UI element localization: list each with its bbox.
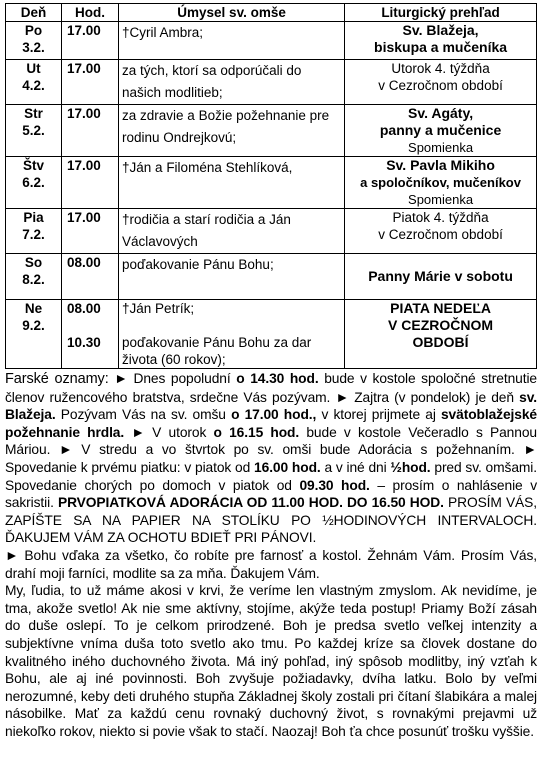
row-hour: 17.00 bbox=[67, 158, 101, 173]
row-intention: †Ján Petrík; bbox=[122, 301, 195, 316]
row-liturgy-line: v Cezročnom období bbox=[378, 78, 503, 93]
row-day-cell bbox=[6, 157, 62, 209]
announcement-text: ► Bohu vďaka za všetko, čo robíte pre farnosť a kostol. Žehnám Vám. Prosím Vás, drahí moji farníci, modlite sa za mňa. Ďakujem Vám. bbox=[5, 547, 537, 581]
schedule-row bbox=[6, 209, 537, 254]
schedule-row bbox=[6, 105, 537, 157]
row-liturgy-line: biskupa a mučeníka bbox=[374, 39, 508, 55]
row-hour: 08.00 bbox=[67, 301, 101, 316]
row-hour-cell bbox=[62, 157, 119, 209]
row-hour: 17.00 bbox=[67, 106, 101, 121]
row-hour: 17.00 bbox=[67, 210, 101, 225]
row-day-name: Pia bbox=[23, 210, 44, 225]
row-day-name: So bbox=[24, 255, 43, 270]
announcement-text: Pozývam Vás na sv. omšu bbox=[55, 407, 232, 423]
row-day-cell bbox=[6, 22, 62, 60]
announcement-highlight: o 17.00 hod., bbox=[231, 407, 317, 423]
row-hour-cell bbox=[62, 209, 119, 254]
announcement-text: PROSÍM VÁS, ZAPÍŠTE SA NA PAPIER NA STOLÍKU PO ½HODINOVÝCH INTERVALOCH. ĎAKUJEM VÁM ZA OCHOTU BDIEŤ PRI PÁNOVI. bbox=[5, 495, 537, 546]
row-liturgy-line: OBDOBÍ bbox=[412, 334, 469, 350]
announcement-paragraph bbox=[5, 547, 537, 582]
announcement-highlight: 09.30 hod. bbox=[299, 477, 370, 493]
row-day-date: 8.2. bbox=[22, 272, 45, 287]
row-day-name: Ne bbox=[24, 301, 43, 316]
schedule-row bbox=[6, 254, 537, 300]
mass-schedule-table bbox=[5, 3, 537, 369]
announcement-highlight: ½hod. bbox=[390, 459, 431, 475]
row-day-cell bbox=[6, 254, 62, 300]
row-day-name: Ut bbox=[26, 61, 41, 76]
row-liturgy-line: Spomienka bbox=[408, 140, 474, 155]
header-hour: Hod. bbox=[62, 4, 119, 22]
table-header-row bbox=[6, 4, 537, 22]
schedule-body bbox=[6, 22, 537, 369]
row-hour-cell bbox=[62, 300, 119, 369]
row-intention-cell bbox=[119, 60, 345, 105]
row-day-cell bbox=[6, 105, 62, 157]
row-intention: poďakovanie Pánu Bohu za dar života (60 rokov); bbox=[122, 335, 312, 367]
announcement-text: – prosím o nahlásenie v sakristii. bbox=[5, 477, 537, 511]
header-intention: Úmysel sv. omše bbox=[119, 4, 345, 22]
announcement-highlight: o 16.15 hod. bbox=[213, 424, 300, 440]
row-liturgy-cell bbox=[345, 157, 537, 209]
row-intention-cell bbox=[119, 22, 345, 60]
row-liturgy-cell bbox=[345, 209, 537, 254]
row-day-name: Str bbox=[24, 106, 43, 121]
announcement-text: pred sv. omšami. Spovedanie chorých po domoch v piatok od bbox=[5, 459, 537, 493]
row-liturgy-line: V CEZROČNOM bbox=[388, 317, 494, 333]
row-intention: za zdravie a Božie požehnanie pre rodinu Ondrejkovú; bbox=[122, 108, 330, 145]
row-liturgy-line: Panny Márie v sobotu bbox=[368, 268, 513, 284]
row-liturgy-line: Utorok 4. týždňa bbox=[391, 61, 490, 76]
row-hour: 08.00 bbox=[67, 255, 101, 270]
announcements-label: Farské oznamy: bbox=[5, 371, 109, 387]
row-intention-cell bbox=[119, 300, 345, 369]
row-intention: †Ján a Filoména Stehlíková, bbox=[122, 160, 293, 175]
announcement-text: bude v kostole Večeradlo s Pannou Máriou. ► V stredu a vo štvrtok po sv. omši bude Adorácia s požehnaním. ► Spovedanie k prvému piatku: v piatok od bbox=[5, 424, 537, 475]
schedule-row bbox=[6, 60, 537, 105]
announcement-text: v ktorej prijmete aj bbox=[316, 407, 441, 423]
row-liturgy-line: Sv. Pavla Mikiho bbox=[386, 157, 495, 173]
header-day: Deň bbox=[6, 4, 62, 22]
row-hour: 10.30 bbox=[67, 335, 101, 350]
announcement-text: ► Dnes popoludní bbox=[108, 371, 237, 386]
row-liturgy-line: PIATA NEDEĽA bbox=[390, 300, 491, 316]
row-day-date: 9.2. bbox=[22, 318, 45, 333]
row-intention-cell bbox=[119, 105, 345, 157]
row-intention: za tých, ktorí sa odporúčali do našich modlitieb; bbox=[122, 63, 302, 100]
row-day-date: 7.2. bbox=[22, 227, 45, 242]
row-liturgy-line: Sv. Agáty, bbox=[408, 105, 474, 121]
row-hour-cell bbox=[62, 60, 119, 105]
row-day-cell bbox=[6, 60, 62, 105]
row-liturgy-cell bbox=[345, 300, 537, 369]
announcement-text: a v iné dni bbox=[320, 459, 391, 475]
announcements bbox=[5, 370, 537, 740]
announcement-highlight: sv. Blažeja. bbox=[5, 389, 537, 423]
schedule-row bbox=[6, 300, 537, 369]
announcement-text: ► V utorok bbox=[124, 424, 214, 440]
row-day-date: 3.2. bbox=[22, 40, 45, 55]
row-intention-cell bbox=[119, 209, 345, 254]
row-liturgy-cell bbox=[345, 22, 537, 60]
row-day-date: 4.2. bbox=[22, 78, 45, 93]
row-liturgy-line: Piatok 4. týždňa bbox=[392, 210, 489, 225]
row-intention: †Cyril Ambra; bbox=[122, 25, 204, 40]
schedule-row bbox=[6, 157, 537, 209]
row-liturgy-cell bbox=[345, 60, 537, 105]
row-day-name: Štv bbox=[22, 158, 44, 173]
row-intention-cell bbox=[119, 157, 345, 209]
announcement-highlight: svätoblažejské požehnanie hrdla. bbox=[5, 407, 537, 440]
row-intention: †rodičia a starí rodičia a Ján Václavových bbox=[122, 212, 291, 249]
announcement-highlight: 16.00 hod. bbox=[254, 459, 321, 475]
row-day-date: 6.2. bbox=[22, 175, 45, 190]
row-liturgy-cell bbox=[345, 105, 537, 157]
announcement-text: bude v kostole spoločné stretnutie členov ružencového bratstva, srdečne Vás pozývam. ► Zajtra (v pondelok) je deň bbox=[5, 371, 537, 405]
row-hour-cell bbox=[62, 254, 119, 300]
row-day-cell bbox=[6, 209, 62, 254]
announcement-text: My, ľudia, to už máme akosi v krvi, že veríme len vlastným zmyslom. Ak nevidíme, je tma, akože svetlo! Ak nie sme aktívny, stojíme, akýže teda postup! Priamy Boží zásah do duše oslepí. To je celkom prirodzené. Boh je predsa svetlo veľkej intenzity a subjektívne vníma duša toto svetlo ako tmu. Po každej kríze sa človek dostane do kvalitného iného duchovného života. Má iný pohľad, iný spôsob modlitby, iný vzťah k Bohu, ale aj iné povinnosti. Boh zvyšuje požiadavky, dvíha latku. Bolo by veľmi nerozumné, keby deti druhého stupňa Základnej školy zostali pri čítaní šlabikára a malej násobilke. Mať za každú cenu rovnaký duchovný život, s rovnakými prejavmi už niekoľko rokov, niekto si povie však to stačí. Naozaj! Boh ťa chce posunúť trošku vyššie. bbox=[5, 583, 537, 739]
row-hour: 17.00 bbox=[67, 23, 101, 38]
row-hour: 17.00 bbox=[67, 61, 101, 76]
announcement-paragraph bbox=[5, 370, 537, 547]
row-intention-cell bbox=[119, 254, 345, 300]
row-liturgy-line: Sv. Blažeja, bbox=[402, 22, 479, 38]
announcement-highlight: PRVOPIATKOVÁ ADORÁCIA OD 11.00 HOD. DO 16.50 HOD. bbox=[57, 495, 444, 511]
row-day-date: 5.2. bbox=[22, 123, 45, 138]
announcement-highlight: o 14.30 hod. bbox=[236, 371, 319, 386]
row-liturgy-line: v Cezročnom období bbox=[378, 227, 503, 242]
row-day-name: Po bbox=[24, 23, 43, 38]
header-liturgy: Liturgický prehľad bbox=[345, 4, 537, 22]
row-hour-cell bbox=[62, 22, 119, 60]
row-liturgy-line: panny a mučenice bbox=[379, 122, 502, 138]
row-liturgy-line: Spomienka bbox=[408, 192, 474, 207]
schedule-row bbox=[6, 22, 537, 60]
announcement-paragraph bbox=[5, 582, 537, 740]
row-day-cell bbox=[6, 300, 62, 369]
row-liturgy-cell bbox=[345, 254, 537, 300]
row-liturgy-line: a spoločníkov, mučeníkov bbox=[360, 175, 521, 190]
row-intention: poďakovanie Pánu Bohu; bbox=[122, 257, 274, 272]
row-hour-cell bbox=[62, 105, 119, 157]
